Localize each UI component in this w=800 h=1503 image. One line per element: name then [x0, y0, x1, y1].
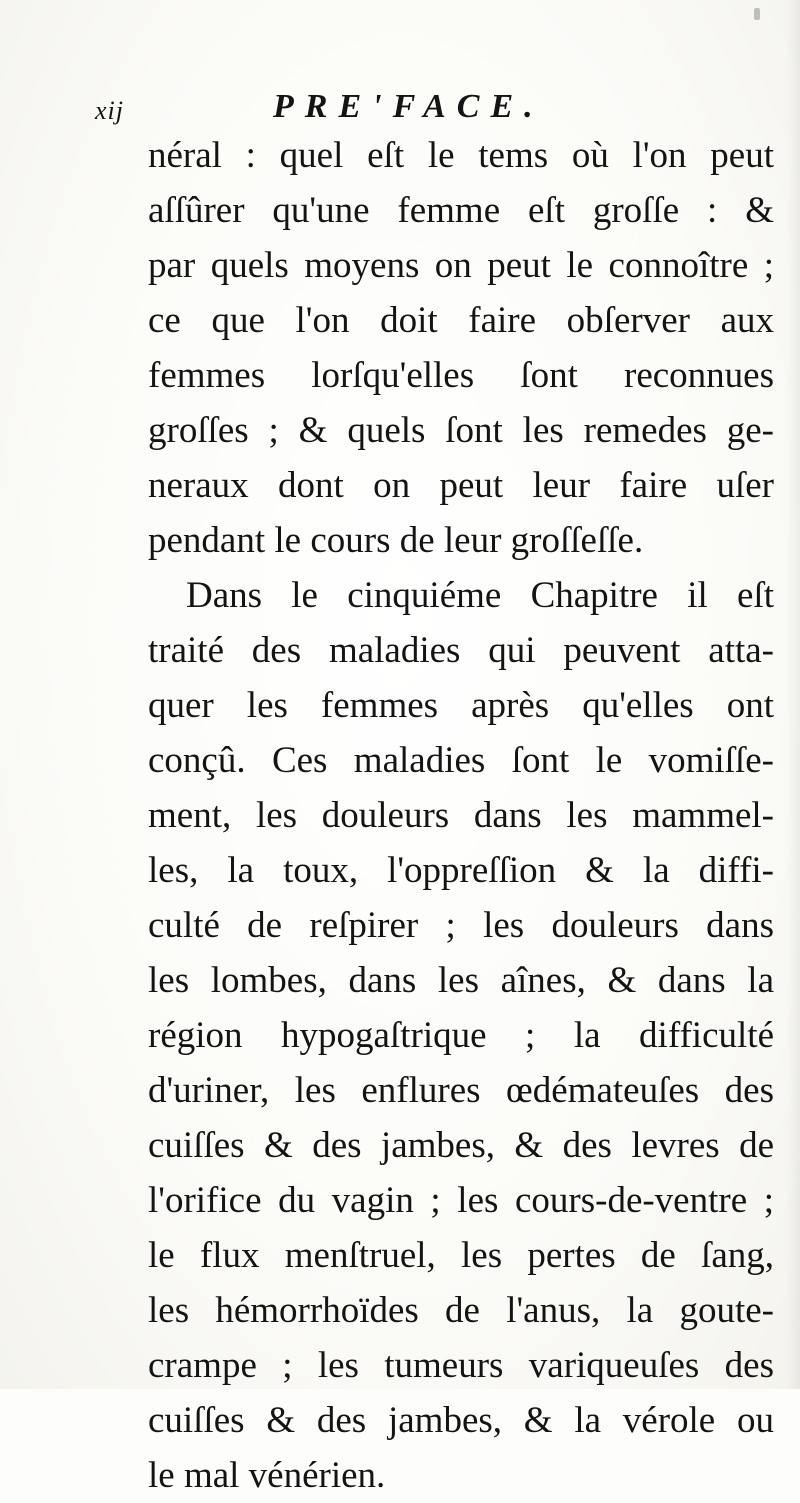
page-corner-mark — [754, 8, 760, 20]
text-line: d'uriner, les enflures œdémateuſes des — [148, 1070, 774, 1111]
page-number: xij — [95, 96, 124, 125]
body-text — [148, 128, 774, 1503]
text-line: les hémorrhoïdes de l'anus, la goute- — [148, 1290, 774, 1331]
text-line: conçû. Ces maladies ſont le vomiſſe- — [148, 740, 774, 781]
text-line: quer les femmes après qu'elles ont — [148, 685, 774, 726]
text-line: femmes lorſqu'elles ſont reconnues — [148, 355, 774, 396]
text-line: neraux dont on peut leur faire uſer — [148, 465, 774, 506]
text-line: les lombes, dans les aînes, & dans la — [148, 960, 774, 1001]
running-title: PRE'FACE. — [273, 88, 544, 125]
text-line: cuiſſes & des jambes, & la vérole ou — [148, 1400, 774, 1441]
text-line: cuiſſes & des jambes, & des levres de — [148, 1125, 774, 1166]
text-line: pendant le cours de leur groſſeſſe. — [148, 520, 644, 561]
text-line: le mal vénérien. — [148, 1455, 386, 1496]
text-line: néral : quel eſt le tems où l'on peut — [148, 135, 774, 176]
text-line: traité des maladies qui peuvent atta- — [148, 630, 774, 671]
text-line: ce que l'on doit faire obſerver aux — [148, 300, 774, 341]
text-line: culté de reſpirer ; les douleurs dans — [148, 905, 774, 946]
text-line: le flux menſtruel, les pertes de ſang, — [148, 1235, 774, 1276]
text-line: région hypogaſtrique ; la difficulté — [148, 1015, 774, 1056]
text-line: crampe ; les tumeurs variqueuſes des — [148, 1345, 774, 1386]
page-edge-shadow — [786, 0, 800, 1389]
text-line: les, la toux, l'oppreſſion & la diffi- — [148, 850, 774, 891]
paragraph-start-line: Dans le cinquiéme Chapitre il eſt — [186, 575, 774, 616]
running-head — [95, 82, 715, 132]
text-line: par quels moyens on peut le connoître ; — [148, 245, 774, 286]
text-line: groſſes ; & quels ſont les remedes ge- — [148, 410, 774, 451]
text-line: ment, les douleurs dans les mammel- — [148, 795, 774, 836]
text-line: aſſûrer qu'une femme eſt groſſe : & — [148, 190, 774, 231]
text-line: l'orifice du vagin ; les cours-de-ventre ; — [148, 1180, 774, 1221]
